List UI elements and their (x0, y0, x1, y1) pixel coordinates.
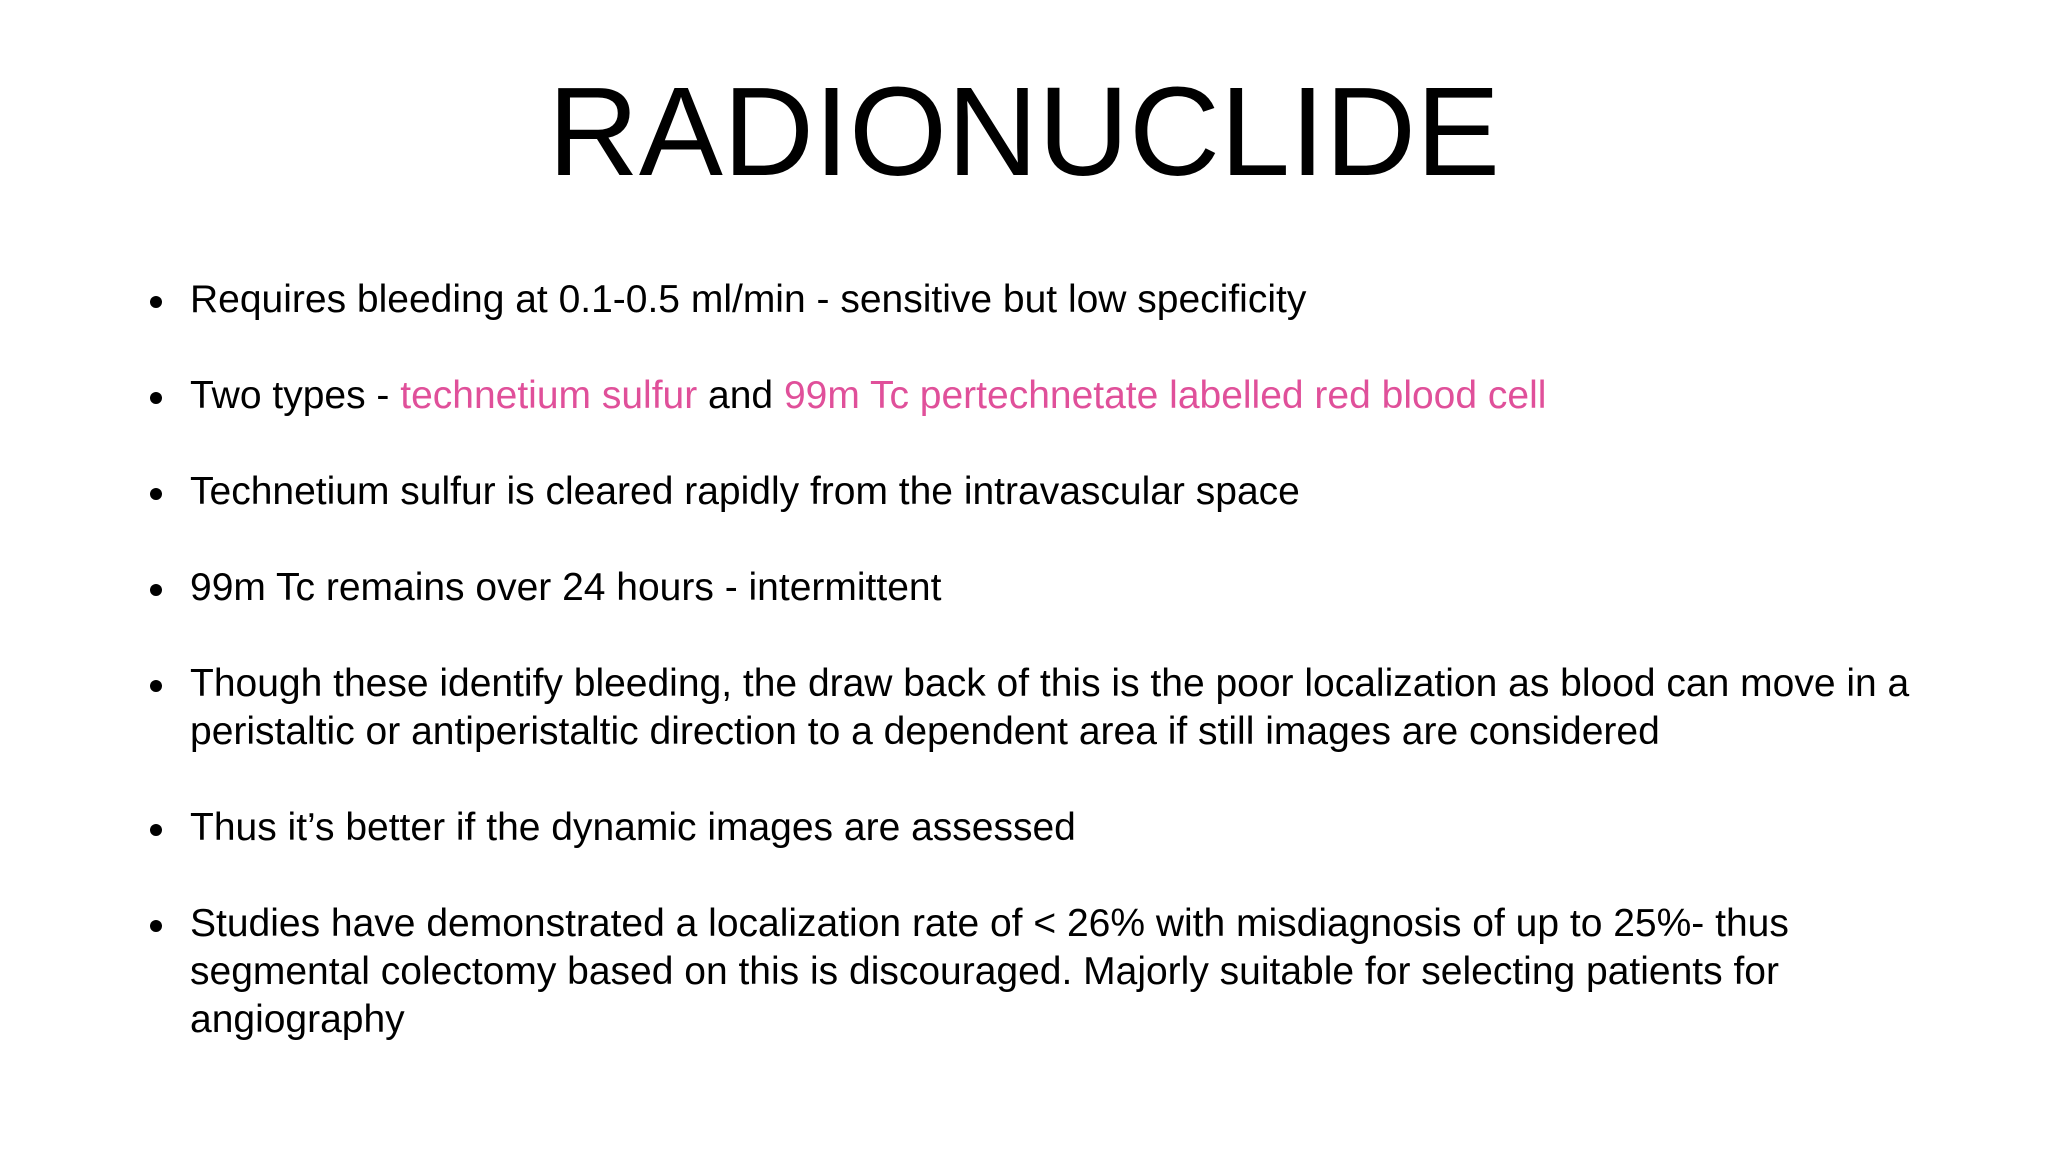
slide-title: RADIONUCLIDE (547, 61, 1501, 202)
bullet-text: Thus it’s better if the dynamic images are assessed (190, 806, 1076, 849)
bullet-dot-icon (150, 296, 162, 308)
bullet-item (142, 900, 1942, 1044)
bullet-dot-icon (150, 392, 162, 404)
bullet-text: 99m Tc remains over 24 hours - intermittent (190, 566, 942, 609)
bullet-text: Requires bleeding at 0.1-0.5 ml/min - sensitive but low specificity (190, 278, 1307, 321)
bullet-text-prefix: Two types - (190, 374, 401, 417)
bullet-dot-icon (150, 824, 162, 836)
bullet-text: Though these identify bleeding, the draw back of this is the poor localization as blood can move in a peristaltic or antiperistaltic direction to a dependent area if still images are considered (190, 662, 1910, 753)
bullet-text-middle: and (697, 374, 784, 417)
bullet-item (142, 276, 1942, 324)
highlight-99m-tc-rbc: 99m Tc pertechnetate labelled red blood cell (783, 374, 1547, 417)
bullet-item (142, 804, 1942, 852)
bullet-item (142, 468, 1942, 516)
bullet-dot-icon (150, 488, 162, 500)
bullet-item (142, 660, 1942, 756)
bullet-dot-icon (150, 584, 162, 596)
highlight-technetium-sulfur: technetium sulfur (400, 374, 698, 417)
bullet-text: Studies have demonstrated a localization rate of < 26% with misdiagnosis of up to 25%- thus segmental colectomy based on this is discouraged. Majorly suitable for selecting patients for angiography (190, 902, 1789, 1041)
bullet-item (142, 372, 1942, 420)
bullet-dot-icon (150, 920, 162, 932)
bullet-item (142, 564, 1942, 612)
bullet-text: Technetium sulfur is cleared rapidly from the intravascular space (190, 470, 1300, 513)
bullet-dot-icon (150, 680, 162, 692)
bullet-list (142, 276, 1942, 1092)
